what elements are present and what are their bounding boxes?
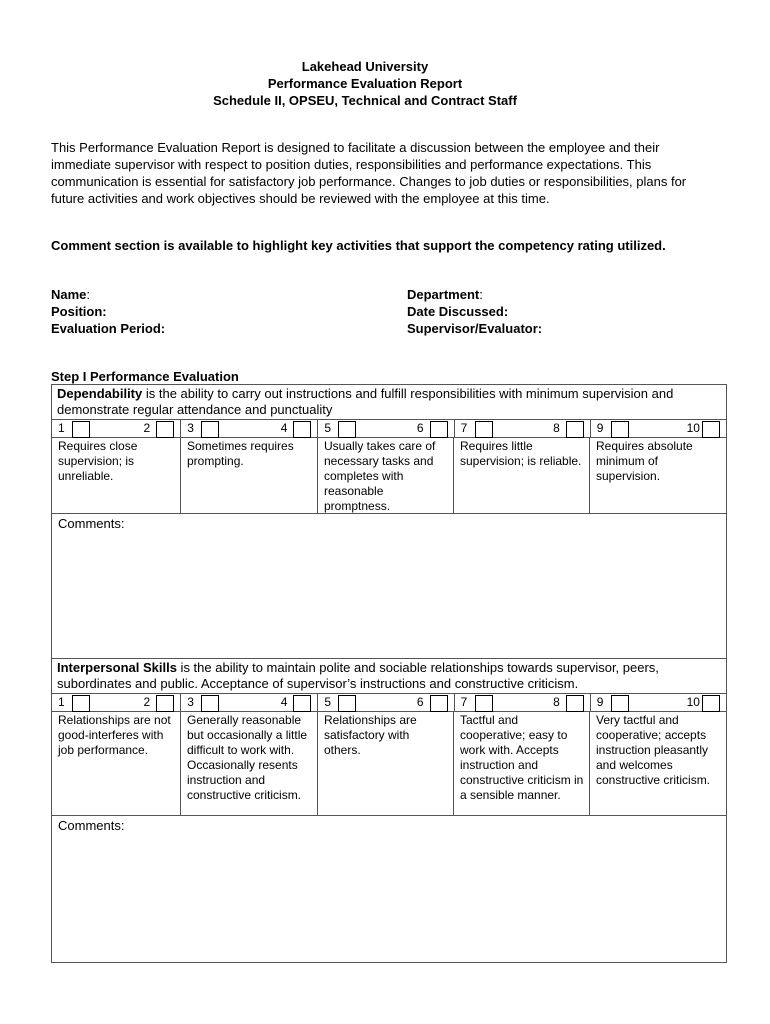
interpersonal-checkbox-4[interactable] <box>293 695 311 712</box>
interpersonal-description-7-8: Tactful and cooperative; easy to work with. Accepts instruction and constructive criticism in a sensible manner. <box>454 712 590 815</box>
comment-note: Comment section is available to highlight key activities that support the competency rating utilized. <box>51 238 666 253</box>
interpersonal-description-9-10: Very tactful and cooperative; accepts instruction pleasantly and welcomes constructive criticism. <box>596 713 711 787</box>
supervisor-label[interactable]: Supervisor/Evaluator: <box>407 321 543 336</box>
intro-paragraph: This Performance Evaluation Report is designed to facilitate a discussion between the employee and their immediate supervisor with respect to position duties, responsibilities and performance expectations. This communication is essential for satisfactory job performance. Changes to job duties or responsibilities, plans for future activities and work objectives should be reviewed with the employee at this time. <box>51 140 687 206</box>
interpersonal-checkbox-3[interactable] <box>201 695 219 712</box>
rating-number: 4 <box>280 695 288 709</box>
rating-number: 3 <box>187 421 194 435</box>
rating-number: 3 <box>187 695 194 709</box>
interpersonal-section <box>51 658 727 963</box>
interpersonal-checkbox-2[interactable] <box>156 695 174 712</box>
interpersonal-rating-cell-7-8 <box>455 694 591 711</box>
interpersonal-checkbox-5[interactable] <box>338 695 356 712</box>
rating-number: 1 <box>58 421 65 435</box>
rating-number: 9 <box>596 695 604 709</box>
interpersonal-checkbox-6[interactable] <box>430 695 448 712</box>
interpersonal-heading: Interpersonal Skills is the ability to maintain polite and sociable relationships towards supervisor, peers, subordinates and public. Acceptance of supervisor’s instructions and constructive criticism. <box>57 660 659 691</box>
evaluation-period-label[interactable]: Evaluation Period: <box>51 321 166 336</box>
name-label[interactable]: Name: <box>51 287 91 302</box>
interpersonal-description-1-2: Relationships are not good-interferes with job performance. <box>52 712 181 815</box>
interpersonal-description-5-6: Relationships are satisfactory with others. <box>318 712 454 815</box>
info-right <box>407 286 542 337</box>
dependability-checkbox-5[interactable] <box>338 421 356 438</box>
dependability-rating-cell-7-8 <box>455 420 591 437</box>
department-label[interactable]: Department: <box>407 287 483 302</box>
rating-number: 8 <box>553 421 560 435</box>
rating-number: 6 <box>416 695 424 709</box>
dependability-checkbox-9[interactable] <box>611 421 629 438</box>
rating-number: 2 <box>143 421 151 435</box>
interpersonal-rating-row <box>52 693 726 711</box>
dependability-rating-row <box>52 419 726 437</box>
rating-number: 4 <box>280 421 288 435</box>
interpersonal-checkbox-1[interactable] <box>72 695 90 712</box>
position-label[interactable]: Position: <box>51 304 107 319</box>
interpersonal-description-3-4: Generally reasonable but occasionally a little difficult to work with. Occasionally resents instruction and constructive criticism. <box>181 712 318 815</box>
dependability-checkbox-4[interactable] <box>293 421 311 438</box>
rating-number: 6 <box>416 421 424 435</box>
rating-number: 5 <box>324 695 332 709</box>
dependability-comments[interactable]: Comments: <box>52 513 726 660</box>
interpersonal-descriptions <box>52 711 726 815</box>
rating-number: 8 <box>553 695 560 709</box>
rating-number: 7 <box>460 421 468 435</box>
dependability-rating-cell-3-4 <box>181 420 318 437</box>
dependability-description-7-8: Requires little supervision; is reliable. <box>454 438 590 513</box>
dependability-checkbox-10[interactable] <box>702 421 720 438</box>
interpersonal-rating-cell-3-4 <box>181 694 318 711</box>
dependability-description-3-4: Sometimes requires prompting. <box>181 438 318 513</box>
rating-number: 1 <box>58 695 65 709</box>
dependability-rating-cell-9-10 <box>591 420 726 437</box>
dependability-checkbox-7[interactable] <box>475 421 493 438</box>
dependability-checkbox-2[interactable] <box>156 421 174 438</box>
date-discussed-label[interactable]: Date Discussed: <box>407 304 509 319</box>
info-left <box>51 286 165 337</box>
rating-number: 10 <box>686 695 700 709</box>
dependability-description-9-10: Requires absolute minimum of supervision. <box>596 439 693 483</box>
rating-number: 2 <box>143 695 151 709</box>
dependability-rating-cell-1-2 <box>52 420 181 437</box>
interpersonal-comments[interactable]: Comments: <box>52 815 726 962</box>
dependability-checkbox-8[interactable] <box>566 421 584 438</box>
dependability-rating-cell-5-6 <box>318 420 454 437</box>
document-header <box>0 58 730 109</box>
interpersonal-checkbox-10[interactable] <box>702 695 720 712</box>
report-title: Performance Evaluation Report <box>267 76 463 91</box>
rating-number: 7 <box>460 695 468 709</box>
dependability-checkbox-6[interactable] <box>430 421 448 438</box>
dependability-description-5-6: Usually takes care of necessary tasks and completes with reasonable promptness. <box>318 438 454 513</box>
dependability-heading: Dependability is the ability to carry out instructions and fulfill responsibilities with minimum supervision and demonstrate regular attendance and punctuality <box>57 386 674 417</box>
interpersonal-checkbox-7[interactable] <box>475 695 493 712</box>
rating-number: 10 <box>686 421 700 435</box>
interpersonal-checkbox-8[interactable] <box>566 695 584 712</box>
report-subtitle: Schedule II, OPSEU, Technical and Contract Staff <box>213 93 517 108</box>
interpersonal-checkbox-9[interactable] <box>611 695 629 712</box>
dependability-checkbox-3[interactable] <box>201 421 219 438</box>
step-title: Step I Performance Evaluation <box>51 369 239 384</box>
interpersonal-rating-cell-9-10 <box>591 694 726 711</box>
rating-number: 9 <box>596 421 604 435</box>
dependability-description-1-2: Requires close supervision; is unreliable. <box>52 438 181 513</box>
rating-number: 5 <box>324 421 332 435</box>
interpersonal-rating-cell-1-2 <box>52 694 181 711</box>
interpersonal-rating-cell-5-6 <box>318 694 454 711</box>
university-name: Lakehead University <box>301 59 429 74</box>
dependability-checkbox-1[interactable] <box>72 421 90 438</box>
dependability-section <box>51 384 727 660</box>
dependability-descriptions <box>52 437 726 513</box>
